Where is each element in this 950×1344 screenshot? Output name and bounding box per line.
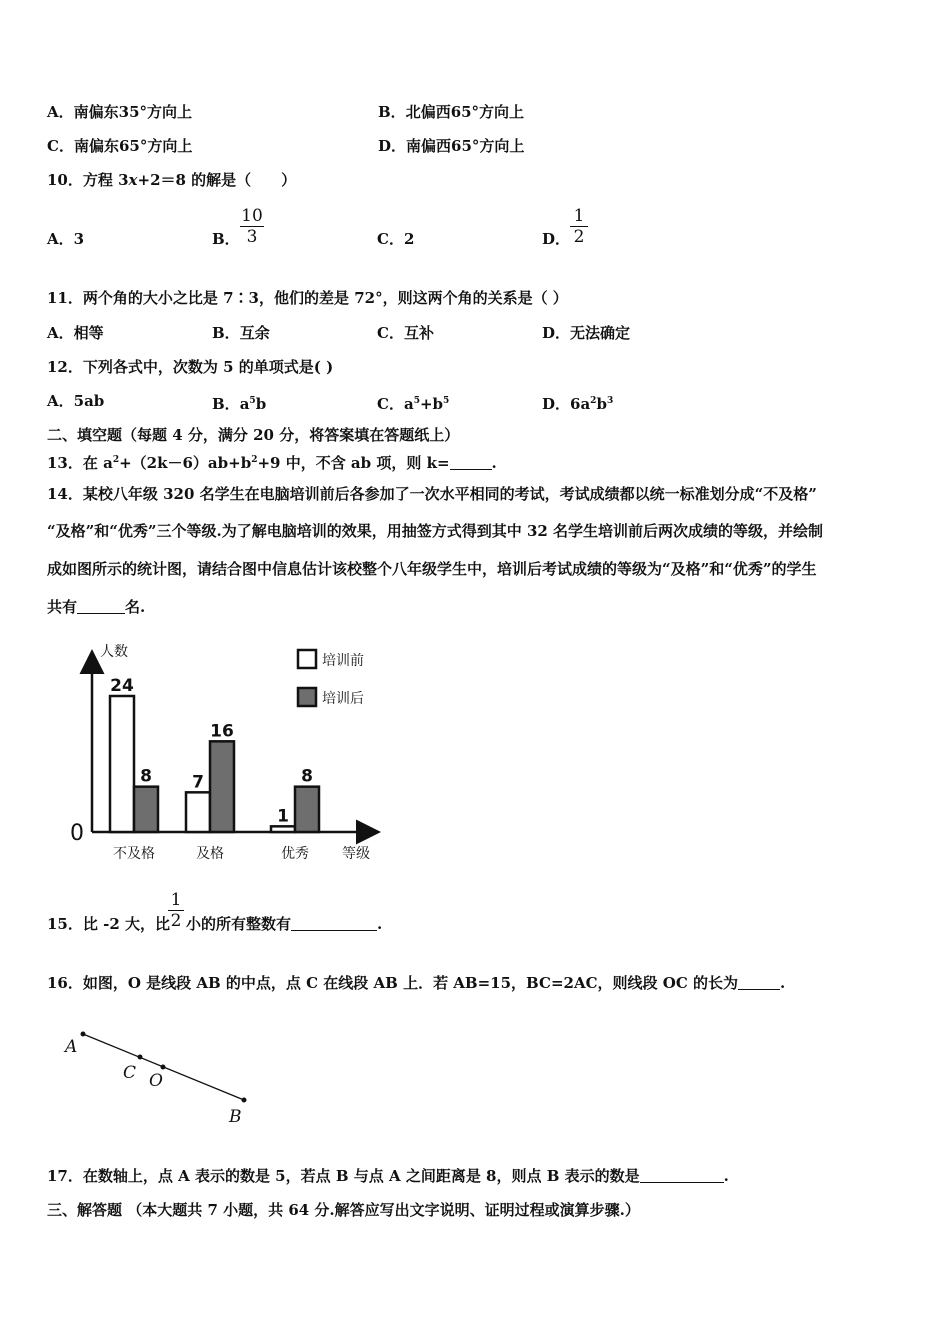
bar-chart <box>60 640 400 870</box>
legend-swatch-before <box>298 650 316 668</box>
legend-swatch-after <box>298 688 316 706</box>
point-c <box>138 1055 143 1060</box>
q13-stem: 13．在 $a^2+(2k-6)ab+b^2+9$ 中，不含 ab 项，则 k= . <box>47 454 497 472</box>
category-label-excellent: 优秀 <box>281 846 309 862</box>
q12-stem: 12．下列各式中，次数为 5 的单项式是( ) <box>47 358 334 376</box>
q10-option-d-fraction: $\frac{1}{2}$ <box>570 206 588 247</box>
answer-blank <box>291 916 377 931</box>
q14-line-1: 14．某校八年级 320 名学生在电脑培训前后各参加了一次水平相同的考试，考试成绩都以统一标准划分成“不及格” <box>47 485 817 503</box>
q10-option-d-label: D． <box>542 230 571 248</box>
q9-option-c: C．南偏东65°方向上 <box>47 137 193 155</box>
answer-blank <box>738 975 780 990</box>
answer-blank <box>640 1168 724 1183</box>
legend-label-before: 培训前 <box>322 653 364 669</box>
label-o: O <box>149 1071 163 1091</box>
q11-option-c: C．互补 <box>377 324 434 342</box>
label-b: B <box>229 1107 242 1127</box>
q12-option-b: B．$a^5b$ <box>212 395 267 413</box>
x-axis-label: 等级 <box>342 846 370 862</box>
category-label-pass: 及格 <box>196 846 224 862</box>
bar-fail-after <box>134 787 158 832</box>
data-label-fail-before: 24 <box>110 676 134 696</box>
q11-stem: 11．两个角的大小之比是 7∶3，他们的差是 72°，则这两个角的关系是（ ） <box>47 289 568 307</box>
answer-blank <box>450 455 492 470</box>
y-axis-label: 人数 <box>100 644 128 660</box>
q11-option-a: A．相等 <box>47 324 104 342</box>
q12-option-a: A．5ab <box>47 392 105 410</box>
q9-option-b: B．北偏西65°方向上 <box>378 103 525 121</box>
label-c: C <box>123 1063 137 1083</box>
data-label-pass-before: 7 <box>192 772 204 793</box>
q10-option-a: A．3 <box>47 230 85 248</box>
q10-option-c: C．2 <box>377 230 415 248</box>
q11-option-b: B．互余 <box>212 324 270 342</box>
q9-option-d: D．南偏西65°方向上 <box>378 137 525 155</box>
q15-fraction: $\frac{1}{2}$ <box>168 890 184 931</box>
q9-option-a: A．南偏东35°方向上 <box>47 103 193 121</box>
bar-fail-before <box>110 696 134 832</box>
category-label-fail: 不及格 <box>113 846 155 862</box>
origin-label: 0 <box>70 821 84 846</box>
point-o <box>161 1065 166 1070</box>
q11-option-d: D．无法确定 <box>542 324 631 342</box>
section-3-title: 三、解答题 （本大题共 7 小题，共 64 分.解答应写出文字说明、证明过程或演算步骤.） <box>47 1201 640 1219</box>
q14-line-4: 共有 名. <box>47 598 146 616</box>
q14-line-3: 成如图所示的统计图，请结合图中信息估计该校整个八年级学生中，培训后考试成绩的等级为“及格”和“优秀”的学生 <box>47 560 817 578</box>
data-label-pass-after: 16 <box>210 721 234 742</box>
q10-stem: 10．方程 3x+2＝8 的解是（ ） <box>47 171 297 189</box>
q12-option-c: C．$a^5+b^5$ <box>377 395 450 413</box>
section-2-title: 二、填空题（每题 4 分，满分 20 分，将答案填在答题纸上） <box>47 426 460 444</box>
answer-blank <box>77 599 125 614</box>
data-label-excellent-before: 1 <box>277 806 289 827</box>
q10-option-b-label: B． <box>212 230 240 248</box>
bar-excellent-before <box>271 826 295 832</box>
segment-figure <box>55 1020 315 1130</box>
data-label-fail-after: 8 <box>140 766 152 787</box>
q15-pre: 15．比 -2 大，比 <box>47 915 170 933</box>
q14-line-2: “及格”和“优秀”三个等级.为了解电脑培训的效果，用抽签方式得到其中 32 名学生培训前后两次成绩的等级，并绘制 <box>47 522 824 540</box>
label-a: A <box>65 1037 78 1057</box>
legend-label-after: 培训后 <box>322 691 364 707</box>
q17-stem: 17．在数轴上，点 A 表示的数是 5，若点 B 与点 A 之间距离是 8，则点 B 表示的数是 . <box>47 1167 729 1185</box>
legend <box>298 650 364 707</box>
point-b <box>242 1098 247 1103</box>
q12-option-d: D．$6a^2b^3$ <box>542 395 614 413</box>
q15-post: 小的所有整数有 . <box>186 915 383 933</box>
bar-excellent-after <box>295 787 319 832</box>
q16-stem: 16．如图，O 是线段 AB 的中点，点 C 在线段 AB 上．若 AB=15，BC=2AC，则线段 OC 的长为 . <box>47 974 786 992</box>
bar-pass-after <box>210 741 234 832</box>
bar-pass-before <box>186 792 210 832</box>
q10-option-b-fraction: $\frac{10}{3}$ <box>241 206 263 247</box>
point-a <box>81 1032 86 1037</box>
data-label-excellent-after: 8 <box>301 766 313 787</box>
